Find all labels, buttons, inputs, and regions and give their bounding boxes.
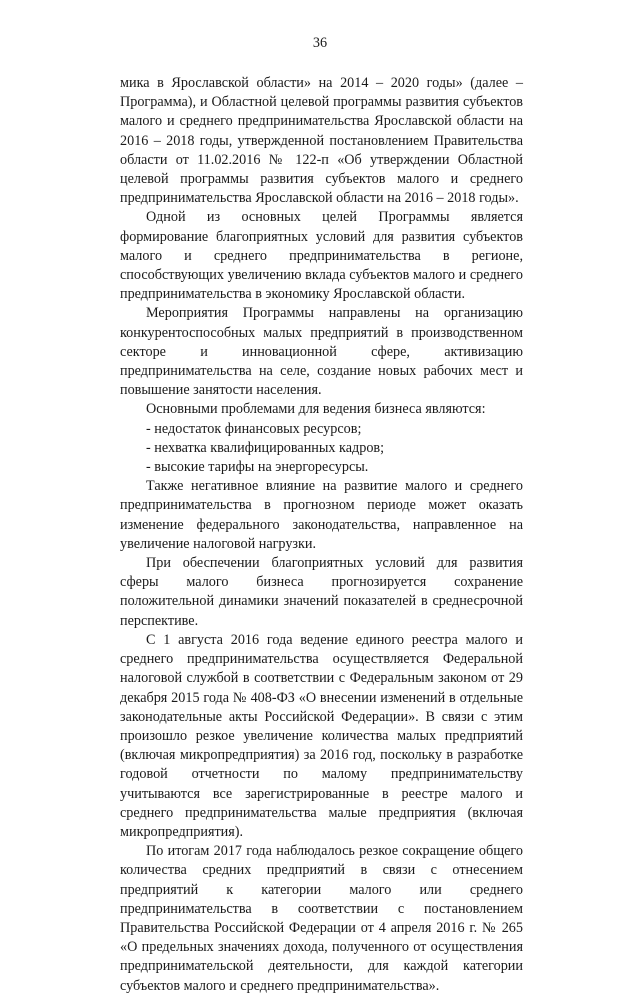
paragraph-program-goal: Одной из основных целей Программы является формирование благоприятных условий для развития субъектов малого и среднего предпринимательства в регионе, способствующих увеличению вклада субъектов малого и среднего предпринимательства в экономику Ярославской области. [120, 209, 523, 303]
paragraph-registry-2016: С 1 августа 2016 года ведение единого реестра малого и среднего предпринимательства осуществляется Федеральной налоговой службой в соответствии с Федеральным законом от 29 декабря 2015 года № 408-ФЗ «О внесении изменений в отдельные законодательные акты Российской Федерации». В связи с этим произошло резкое увеличение количества малых предприятий (включая микропредприятия) за 2016 год, поскольку в разработке годовой отчетности по малому предпринимательству учитываются все зарегистрированные в реестре малого и среднего предпринимательства малые предприятия (включая микропредприятия). [120, 631, 523, 840]
list-item: - высокие тарифы на энергоресурсы. [146, 459, 369, 476]
list-item: - нехватка квалифицированных кадров; [146, 439, 385, 456]
list-item: - недостаток финансовых ресурсов; [146, 420, 362, 437]
document-body [120, 74, 523, 996]
paragraph-favorable-conditions: При обеспечении благоприятных условий для развития сферы малого бизнеса прогнозируется сохранение положительной динамики значений показателей в среднесрочной перспективе. [120, 555, 523, 629]
page-number: 36 [312, 35, 328, 51]
problems-list [120, 420, 523, 478]
paragraph-negative-influence: Также негативное влияние на развитие малого и среднего предпринимательства в прогнозном периоде может оказать изменение федерального законодательства, направленное на увеличение налоговой нагрузки. [120, 478, 523, 552]
paragraph-program-continuation: мика в Ярославской области» на 2014 – 2020 годы» (далее – Программа), и Областной целевой программы развития субъектов малого и среднего предпринимательства Ярославской области на 2016 – 2018 годы, утвержденной постановлением Правительства области от 11.02.2016 № 122-п «Об утверждении Областной целевой программы развития субъектов малого и среднего предпринимательства Ярославской области на 2016 – 2018 годы». [120, 75, 523, 207]
paragraph-problems-intro: Основными проблемами для ведения бизнеса являются: [146, 401, 486, 418]
paragraph-program-measures: Мероприятия Программы направлены на организацию конкурентоспособных малых предприятий в производственном секторе и инновационной сфере, активизацию предпринимательства на селе, создание новых рабочих мест и повышение занятости населения. [120, 305, 523, 399]
paragraph-results-2017: По итогам 2017 года наблюдалось резкое сокращение общего количества средних предприятий в связи с отнесением предприятий к категории малого или среднего предпринимательства в соответствии с постановлением Правительства Российской Федерации от 4 апреля 2016 г. № 265 «О предельных значениях дохода, полученного от осуществления предпринимательской деятельности, для каждой категории субъектов малого и среднего предпринимательства». [120, 843, 523, 994]
